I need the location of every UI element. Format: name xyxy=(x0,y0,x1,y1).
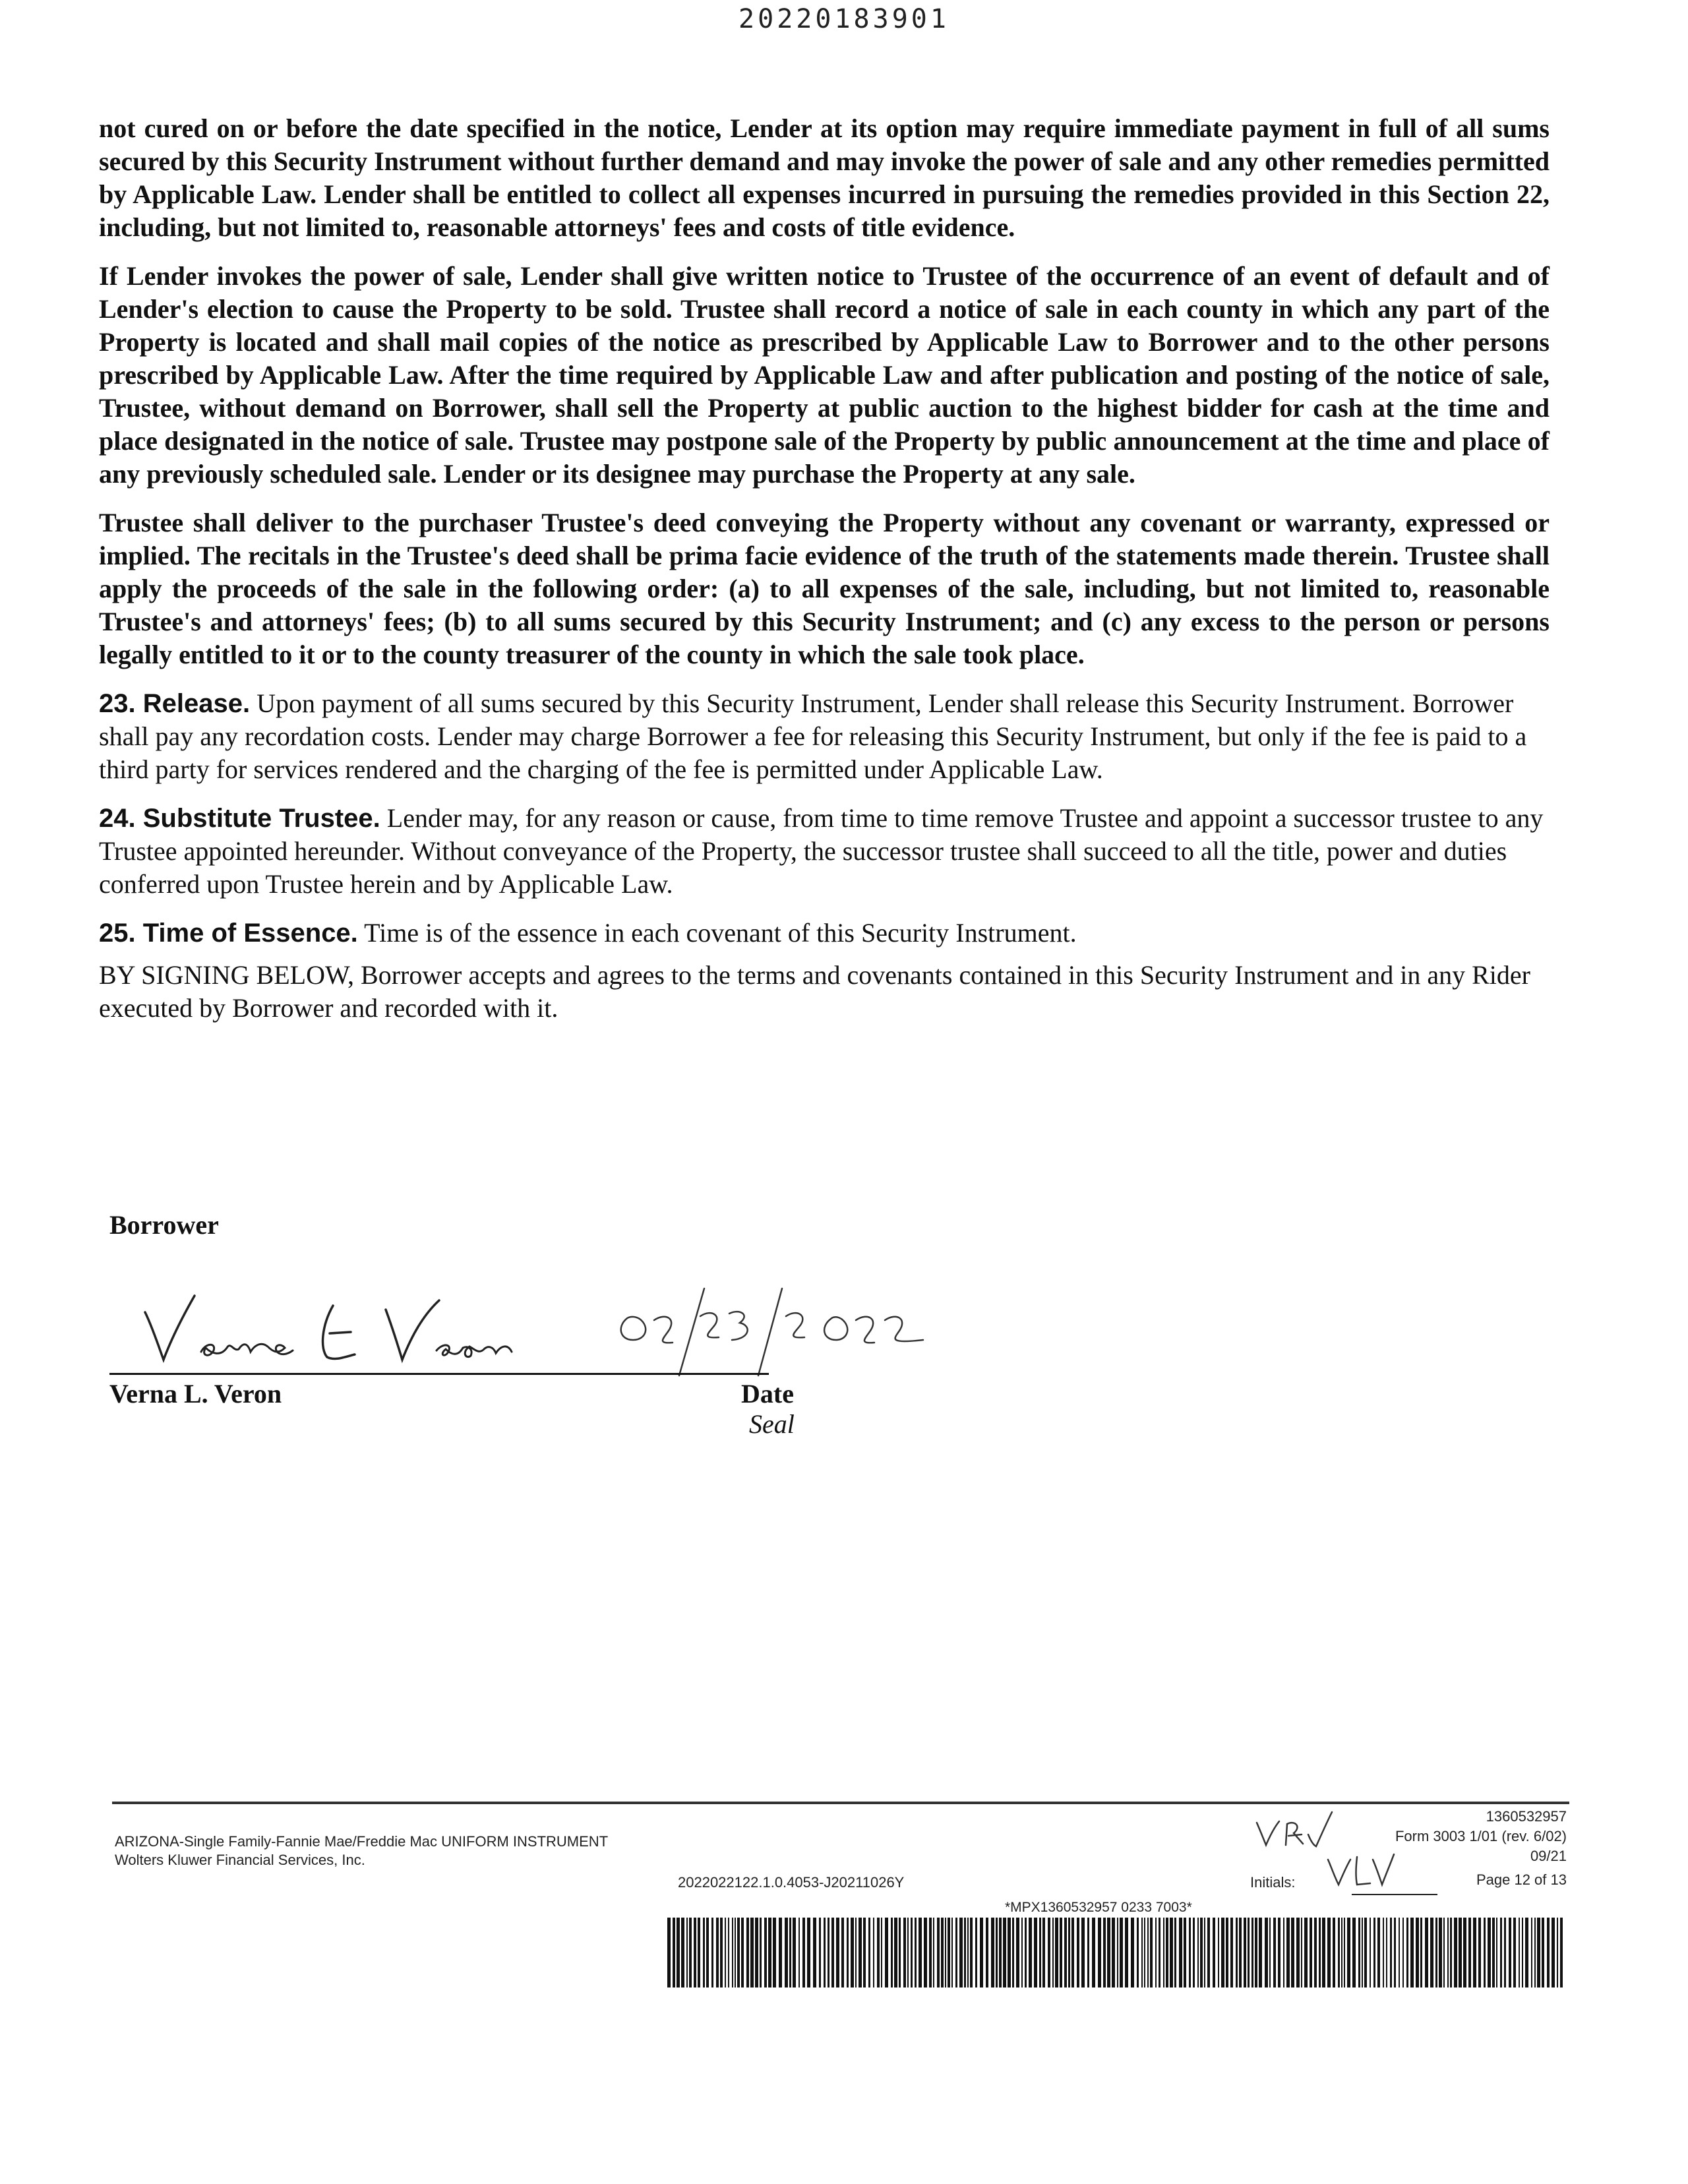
barcode-bar xyxy=(686,1918,688,1987)
barcode-bar xyxy=(1547,1918,1550,1987)
barcode-bar xyxy=(1117,1918,1118,1987)
barcode-bar xyxy=(1200,1918,1203,1987)
barcode-bar xyxy=(703,1918,705,1987)
barcode-bar xyxy=(706,1918,709,1987)
barcode-bar xyxy=(1003,1918,1006,1987)
barcode-bar xyxy=(1193,1918,1195,1987)
barcode-bar xyxy=(1468,1918,1471,1987)
section-25-title: 25. Time of Essence. xyxy=(99,919,358,948)
barcode-bar xyxy=(1283,1918,1284,1987)
section-25-time-of-essence xyxy=(99,917,1550,950)
barcode-bar xyxy=(1048,1918,1050,1987)
barcode-bar xyxy=(937,1918,940,1987)
barcode-bar xyxy=(1314,1918,1317,1987)
barcode-bar xyxy=(1454,1918,1457,1987)
barcode-bar xyxy=(799,1918,800,1987)
barcode-bar xyxy=(819,1918,821,1987)
barcode-bar xyxy=(750,1918,754,1987)
barcode-bar xyxy=(1055,1918,1058,1987)
footer-loan-number: 1360532957 xyxy=(1486,1808,1567,1825)
barcode-bar xyxy=(1394,1918,1396,1987)
section-23-release xyxy=(99,687,1550,786)
date-label: Date xyxy=(741,1379,794,1409)
barcode-bar xyxy=(1141,1918,1143,1987)
barcode-bar xyxy=(1322,1918,1325,1987)
barcode-bar xyxy=(1347,1918,1350,1987)
signing-statement: BY SIGNING BELOW, Borrower accepts and agrees to the terms and covenants contained in this Security Instrument and in any Rider executed by Borrower and recorded with it. xyxy=(99,960,1530,1023)
barcode-bar xyxy=(1509,1918,1511,1987)
handwritten-date xyxy=(613,1279,930,1378)
barcode-bar xyxy=(881,1918,882,1987)
barcode-bar xyxy=(677,1918,680,1987)
barcode-bar xyxy=(999,1918,1002,1987)
barcode-bar xyxy=(991,1918,994,1987)
barcode-bar xyxy=(894,1918,897,1987)
barcode-bar xyxy=(746,1918,749,1987)
barcode-bar xyxy=(836,1918,839,1987)
barcode-bar xyxy=(1327,1918,1331,1987)
barcode-bar xyxy=(1500,1918,1502,1987)
barcode-bar xyxy=(1042,1918,1045,1987)
barcode-bar xyxy=(828,1918,829,1987)
barcode-bar xyxy=(1447,1918,1449,1987)
section-23-title: 23. Release. xyxy=(99,689,251,718)
barcode-bar xyxy=(1531,1918,1532,1987)
barcode-bar xyxy=(1534,1918,1536,1987)
barcode-bar xyxy=(1125,1918,1128,1987)
barcode-bar xyxy=(885,1918,888,1987)
footer-tracking-code: 2022022122.1.0.4053-J20211026Y xyxy=(678,1874,905,1891)
barcode-bar xyxy=(1064,1918,1067,1987)
barcode-bar xyxy=(764,1918,767,1987)
barcode-bar xyxy=(1137,1918,1139,1987)
barcode-bar xyxy=(1478,1918,1481,1987)
barcode-bar xyxy=(824,1918,826,1987)
barcode-bar xyxy=(793,1918,796,1987)
barcode-bar xyxy=(863,1918,866,1987)
barcode-bar xyxy=(735,1918,736,1987)
barcode-bar xyxy=(941,1918,944,1987)
barcode-bar xyxy=(1542,1918,1544,1987)
barcode-bar xyxy=(877,1918,880,1987)
barcode-bar xyxy=(1226,1918,1228,1987)
barcode-bar xyxy=(907,1918,909,1987)
barcode-bar xyxy=(789,1918,791,1987)
barcode-bar xyxy=(1221,1918,1224,1987)
barcode-bar xyxy=(1218,1918,1219,1987)
barcode-bar xyxy=(802,1918,805,1987)
barcode-bar xyxy=(1265,1918,1268,1987)
barcode-bar xyxy=(929,1918,932,1987)
barcode-bar xyxy=(1021,1918,1023,1987)
barcode xyxy=(667,1918,1565,1987)
barcode-bar xyxy=(891,1918,893,1987)
barcode-bar xyxy=(1522,1918,1523,1987)
document-body xyxy=(99,112,1550,1025)
barcode-bar xyxy=(1537,1918,1540,1987)
footer-form-title: ARIZONA-Single Family-Fannie Mae/Freddie Mac UNIFORM INSTRUMENT xyxy=(115,1833,609,1850)
barcode-bar xyxy=(1557,1918,1558,1987)
barcode-bar xyxy=(1513,1918,1516,1987)
footer-publisher: Wolters Kluwer Financial Services, Inc. xyxy=(115,1852,365,1868)
barcode-bar xyxy=(1147,1918,1149,1987)
barcode-bar xyxy=(807,1918,810,1987)
barcode-bar xyxy=(1341,1918,1342,1987)
barcode-bar xyxy=(1213,1918,1215,1987)
barcode-bar xyxy=(959,1918,963,1987)
barcode-bar xyxy=(924,1918,927,1987)
footer-rule xyxy=(112,1802,1569,1804)
barcode-bar xyxy=(919,1918,922,1987)
barcode-bar xyxy=(975,1918,977,1987)
barcode-bar xyxy=(933,1918,934,1987)
barcode-bar xyxy=(847,1918,849,1987)
barcode-bar xyxy=(1301,1918,1302,1987)
barcode-bar xyxy=(1435,1918,1437,1987)
barcode-bar xyxy=(711,1918,713,1987)
barcode-bar xyxy=(1443,1918,1445,1987)
barcode-bar xyxy=(1159,1918,1160,1987)
barcode-bar xyxy=(1269,1918,1271,1987)
barcode-bar xyxy=(1197,1918,1199,1987)
barcode-bar xyxy=(1204,1918,1205,1987)
barcode-bar xyxy=(1278,1918,1281,1987)
barcode-bar xyxy=(911,1918,913,1987)
barcode-bar xyxy=(785,1918,788,1987)
section-25-text: Time is of the essence in each covenant of this Security Instrument. xyxy=(357,918,1077,948)
barcode-bar xyxy=(1012,1918,1014,1987)
barcode-bar xyxy=(967,1918,969,1987)
recording-number: 20220183901 xyxy=(738,4,950,34)
barcode-bar xyxy=(1092,1918,1095,1987)
barcode-bar xyxy=(970,1918,973,1987)
barcode-bar xyxy=(1362,1918,1363,1987)
barcode-bar xyxy=(1016,1918,1019,1987)
borrower-signature xyxy=(132,1286,528,1372)
barcode-bar xyxy=(779,1918,782,1987)
barcode-bar xyxy=(1029,1918,1032,1987)
barcode-bar xyxy=(760,1918,762,1987)
barcode-bar xyxy=(1552,1918,1555,1987)
barcode-bar xyxy=(841,1918,844,1987)
barcode-bar xyxy=(1174,1918,1176,1987)
barcode-bar xyxy=(1504,1918,1506,1987)
barcode-bar xyxy=(1333,1918,1335,1987)
barcode-bar xyxy=(1286,1918,1290,1987)
barcode-bar xyxy=(1150,1918,1153,1987)
barcode-bar xyxy=(1399,1918,1400,1987)
barcode-bar xyxy=(1189,1918,1191,1987)
barcode-bar xyxy=(1338,1918,1340,1987)
barcode-bar xyxy=(1251,1918,1253,1987)
barcode-bar xyxy=(728,1918,729,1987)
barcode-bar xyxy=(1163,1918,1164,1987)
barcode-bar xyxy=(1358,1918,1360,1987)
barcode-bar xyxy=(1390,1918,1392,1987)
barcode-bar xyxy=(1068,1918,1070,1987)
barcode-bar xyxy=(673,1918,675,1987)
section-24-title: 24. Substitute Trustee. xyxy=(99,804,380,833)
barcode-bar xyxy=(1239,1918,1242,1987)
footer-initials-label: Initials: xyxy=(1250,1874,1296,1891)
barcode-bar xyxy=(1112,1918,1115,1987)
barcode-bar xyxy=(1459,1918,1462,1987)
barcode-bar xyxy=(855,1918,857,1987)
barcode-bar xyxy=(720,1918,723,1987)
barcode-bar xyxy=(1352,1918,1356,1987)
barcode-bar xyxy=(1273,1918,1276,1987)
footer-page-indicator: Page 12 of 13 xyxy=(1476,1871,1567,1888)
barcode-bar xyxy=(915,1918,917,1987)
barcode-bar xyxy=(1071,1918,1074,1987)
barcode-bar xyxy=(831,1918,834,1987)
barcode-bar xyxy=(996,1918,998,1987)
barcode-bar xyxy=(698,1918,700,1987)
barcode-bar xyxy=(1430,1918,1433,1987)
barcode-bar xyxy=(732,1918,733,1987)
barcode-bar xyxy=(1492,1918,1495,1987)
barcode-bar xyxy=(1496,1918,1497,1987)
barcode-bar xyxy=(1077,1918,1079,1987)
barcode-bar xyxy=(1420,1918,1422,1987)
barcode-bar xyxy=(1098,1918,1101,1987)
barcode-bar xyxy=(1255,1918,1257,1987)
handwritten-initials xyxy=(1324,1850,1397,1890)
barcode-bar xyxy=(1166,1918,1168,1987)
barcode-bar xyxy=(1179,1918,1182,1987)
barcode-bar xyxy=(1519,1918,1520,1987)
barcode-bar xyxy=(1386,1918,1387,1987)
section-24-substitute-trustee xyxy=(99,802,1550,901)
barcode-bar xyxy=(689,1918,692,1987)
barcode-bar xyxy=(1484,1918,1486,1987)
barcode-bar xyxy=(1248,1918,1250,1987)
barcode-bar xyxy=(737,1918,740,1987)
barcode-bar xyxy=(1060,1918,1062,1987)
barcode-bar xyxy=(1373,1918,1375,1987)
barcode-bar xyxy=(1052,1918,1054,1987)
barcode-bar xyxy=(1416,1918,1419,1987)
barcode-bar xyxy=(1304,1918,1308,1987)
barcode-bar xyxy=(681,1918,684,1987)
barcode-bar xyxy=(1081,1918,1085,1987)
barcode-bar xyxy=(1207,1918,1210,1987)
seal-label: Seal xyxy=(749,1409,795,1439)
barcode-bar xyxy=(716,1918,719,1987)
footer-form-number: Form 3003 1/01 (rev. 6/02) xyxy=(1395,1828,1567,1844)
barcode-bar xyxy=(1244,1918,1246,1987)
barcode-bar xyxy=(955,1918,957,1987)
barcode-bar xyxy=(1230,1918,1233,1987)
handwritten-initials-top xyxy=(1253,1808,1339,1854)
barcode-bar xyxy=(1236,1918,1238,1987)
barcode-bar xyxy=(1296,1918,1300,1987)
barcode-bar xyxy=(755,1918,758,1987)
barcode-bar xyxy=(1144,1918,1145,1987)
barcode-bar xyxy=(1344,1918,1345,1987)
barcode-bar xyxy=(1107,1918,1110,1987)
footer-version: 09/21 xyxy=(1530,1848,1567,1864)
barcode-bar xyxy=(859,1918,862,1987)
barcode-bar xyxy=(1184,1918,1186,1987)
barcode-text: *MPX1360532957 0233 7003* xyxy=(1005,1900,1192,1915)
barcode-bar xyxy=(964,1918,966,1987)
barcode-bar xyxy=(1008,1918,1011,1987)
barcode-bar xyxy=(1410,1918,1414,1987)
barcode-bar xyxy=(1103,1918,1106,1987)
barcode-bar xyxy=(694,1918,696,1987)
barcode-bar xyxy=(725,1918,726,1987)
barcode-bar xyxy=(813,1918,816,1987)
barcode-bar xyxy=(873,1918,874,1987)
barcode-bar xyxy=(1463,1918,1466,1987)
signature-line xyxy=(109,1373,769,1375)
barcode-bar xyxy=(1450,1918,1452,1987)
section-23-text: Upon payment of all sums secured by this Security Instrument, Lender shall release this Security Instrument. Borrower shall pay any recordation costs. Lender may charge Borrower a fee for releasing this Security Instrument, but only if the fee is paid to a third party for services rendered and the charging of the fee is permitted under Applicable Law. xyxy=(99,688,1527,784)
barcode-bar xyxy=(1370,1918,1371,1987)
barcode-bar xyxy=(1473,1918,1476,1987)
barcode-bar xyxy=(1120,1918,1123,1987)
borrower-name: Verna L. Veron xyxy=(109,1379,282,1409)
barcode-bar xyxy=(1406,1918,1408,1987)
barcode-bar xyxy=(1034,1918,1037,1987)
barcode-bar xyxy=(948,1918,950,1987)
barcode-bar xyxy=(667,1918,671,1987)
barcode-bar xyxy=(1025,1918,1027,1987)
barcode-bar xyxy=(1425,1918,1428,1987)
barcode-bar xyxy=(1525,1918,1528,1987)
initials-underline xyxy=(1352,1894,1437,1895)
borrower-heading: Borrower xyxy=(109,1210,219,1240)
barcode-bar xyxy=(768,1918,771,1987)
barcode-bar xyxy=(1310,1918,1312,1987)
barcode-bar xyxy=(986,1918,988,1987)
barcode-bar xyxy=(945,1918,946,1987)
barcode-bar xyxy=(1291,1918,1294,1987)
barcode-bar xyxy=(851,1918,854,1987)
barcode-bar xyxy=(741,1918,744,1987)
barcode-bar xyxy=(899,1918,901,1987)
barcode-bar xyxy=(1488,1918,1491,1987)
barcode-bar xyxy=(1319,1918,1321,1987)
barcode-bar xyxy=(1560,1918,1563,1987)
barcode-bar xyxy=(1383,1918,1384,1987)
barcode-bar xyxy=(1364,1918,1367,1987)
barcode-bar xyxy=(1155,1918,1157,1987)
barcode-bar xyxy=(868,1918,870,1987)
remedies-paragraph: not cured on or before the date specified in the notice, Lender at its option may require immediate payment in full of all sums secured by this Security Instrument without further demand and may invoke the power of sale and any other remedies permitted by Applicable Law. Lender shall be entitled to collect all expenses incurred in pursuing the remedies provided in this Section 22, including, but not limited to, reasonable attorneys' fees and costs of title evidence. xyxy=(99,113,1550,242)
barcode-bar xyxy=(773,1918,776,1987)
barcode-bar xyxy=(1131,1918,1134,1987)
barcode-bar xyxy=(951,1918,953,1987)
power-of-sale-paragraph: If Lender invokes the power of sale, Lender shall give written notice to Trustee of the occurrence of an event of default and of Lender's election to cause the Property to be sold. Trustee shall record a notice of sale in each county in which any part of the Property is located and shall mail copies of the notice as prescribed by Applicable Law to Borrower and to the other persons prescribed by Applicable Law. After the time required by Applicable Law and after publication and posting of the notice of sale, Trustee, without demand on Borrower, shall sell the Property at public auction to the highest bidder for cash at the time and place designated in the notice of sale. Trustee may postpone sale of the Property by public announcement at the time and place of any previously scheduled sale. Lender or its designee may purchase the Property at any sale. xyxy=(99,261,1550,489)
section-24-text: Lender may, for any reason or cause, from time to time remove Trustee and appoint a successor trustee to any Trustee appointed hereunder. Without conveyance of the Property, the successor trustee shall succeed to all the title, power and duties conferred upon Trustee herein and by Applicable Law. xyxy=(99,803,1544,899)
barcode-bar xyxy=(1402,1918,1404,1987)
barcode-bar xyxy=(1039,1918,1041,1987)
barcode-bar xyxy=(903,1918,906,1987)
barcode-bar xyxy=(1439,1918,1442,1987)
barcode-bar xyxy=(1377,1918,1380,1987)
barcode-bar xyxy=(1087,1918,1089,1987)
trustee-deed-paragraph: Trustee shall deliver to the purchaser Trustee's deed conveying the Property without any covenant or warranty, expressed or implied. The recitals in the Trustee's deed shall be prima facie evidence of the truth of the statements made therein. Trustee shall apply the proceeds of the sale in the following order: (a) to all expenses of the sale, including, but not limited to, reasonable Trustee's and attorneys' fees; (b) to all sums secured by this Security Instrument; and (c) any excess to the person or persons legally entitled to it or to the county treasurer of the county in which the sale took place. xyxy=(99,508,1550,669)
barcode-bar xyxy=(1259,1918,1262,1987)
barcode-bar xyxy=(980,1918,983,1987)
barcode-bar xyxy=(1170,1918,1173,1987)
